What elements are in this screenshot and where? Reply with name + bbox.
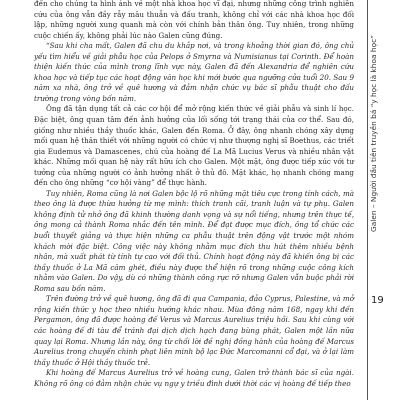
paragraph-anatomy: Ông đã tận dụng tất cả các cơ hội để mở rộng kiến thức về giải phẫu và sinh lí học. Đặc biệt, ông quan tâm đến ảnh hưởng của lối sống tới trạng thái của cơ thể. Sau đó, giống như nhiều thầy thuốc khác, Galen đến Roma. Ở đây, ông nhanh chóng xây dựng mối quan hệ thân thiết với những người có chức vị như thượng nghị sĩ Boethus, các triết gia Eudemus và Damascenes, chú của hoàng đế La Mã Lucius Verus và nhiều nhân vật khác. Những mối quan hệ này rất hữu ích cho Galen. Một mặt, ông được tiếp xúc với tư tưởng của những người có ảnh hưởng nhất ở thủ đô. Mặt khác, họ nhanh chóng mang đến cho ông những “cơ hội vàng” để thực hành. — [34, 104, 354, 188]
page-number: 19 — [371, 295, 384, 306]
margin-rule — [367, 0, 368, 400]
paragraph-court-physician: Khi hoàng đế Marcus Aurelius trở về hoàng cung, Galen trở thành bác sĩ của ngài. Không rõ ông có đảm nhận chức vụ ngự y triều đình dưới thời các vị hoàng đế tiếp theo — [34, 368, 354, 388]
paragraph-intro: đến cho chúng ta hình ảnh về một nhà khoa học vĩ đại, nhưng những công trình nghiên cứu của ông vẫn đầy rẫy mâu thuẫn và đấu tranh, không chỉ với các nhà khoa học đối lập, những người xung quanh mà còn với chính bản thân ông. Tuy nhiên, trong những cuộc chiến ấy, không phải lúc nào Galen cũng đúng. — [34, 0, 354, 40]
paragraph-quote: “Sau khi cha mất, Galen đã chu du khắp nơi, và trong khoảng thời gian đó, ông chủ yếu tìm hiểu về giải phẫu học của Pelops ở Smyrna và Numisianus tại Corinth. Để hoàn thiện kiến thức của mình trong lĩnh vực này, Galen đã đến Alexandria để nghiên cứu khoa học và tiếp tục các hoạt động văn học khi mới bước qua ngưỡng cửa tuổi 20. Sau 9 năm xa nhà, ông trở về quê hương và đảm nhận chức vụ bác sĩ phẫu thuật cho đấu trường trong vòng bốn năm. — [34, 41, 354, 103]
paragraph-return: Trên đường trở về quê hương, ông đã đi qua Campania, đảo Cyprus, Palestine, và mở rộng kiến thức y học theo nhiều hướng khác nhau. Mùa đông năm 168, ngay khi đến Pergamon, ông đã được hoàng đế Verus và Marcus Aurelius triệu hồi. Sau khi cùng với các hoàng đế đi tàu để tránh đại dịch dịch hạch đang bùng phát, Galen một lần nữa quay lại Roma. Nhưng lần này, ông từ chối lời đề nghị đồng hành của hoàng đế Marcus Aurelius trong chuyến chinh phạt liên minh bộ lạc Đức Marcomanni cổ đại, và ở lại làm thầy thuốc ở Hội thầy thuốc trẻ. — [34, 294, 355, 367]
body-text — [34, 0, 354, 389]
running-head: Galen – Người đầu tiên truyền bá “y học là khoa học” — [369, 35, 378, 232]
paragraph-rome: Tuy nhiên, Roma cũng là nơi Galen bộc lộ rõ những mặt tiêu cực trong tính cách, mà theo ông là được thừa hưởng từ mẹ mình: thích tranh cãi, tranh luận và tự phụ. Galen không định tử nhở ông đã khinh thường danh vọng và sự nổi tiếng, nhưng trên thực tế, ông mong cả thành Roma nhắc đến tên mình. Để đạt được mục đích, ông tổ chức các buổi thuyết giảng và thực hiện những ca phẫu thuật trên động vật trước một nhóm khách mời đặc biệt. Công việc này không nhằm mục đích thu hút thêm nhiều bệnh nhân, mà xuất phát từ tính tự cao với đối thủ. Chính hoạt động này đã khiến ông bị các thầy thuốc ở La Mã căm ghét, điều này được thể hiện rõ trong những cuộc công kích nhằm vào Galen. Do vậy, dù có những thành công rực rỡ nhưng Galen vẫn buộc phải rời Roma sau bốn năm. — [34, 188, 354, 293]
